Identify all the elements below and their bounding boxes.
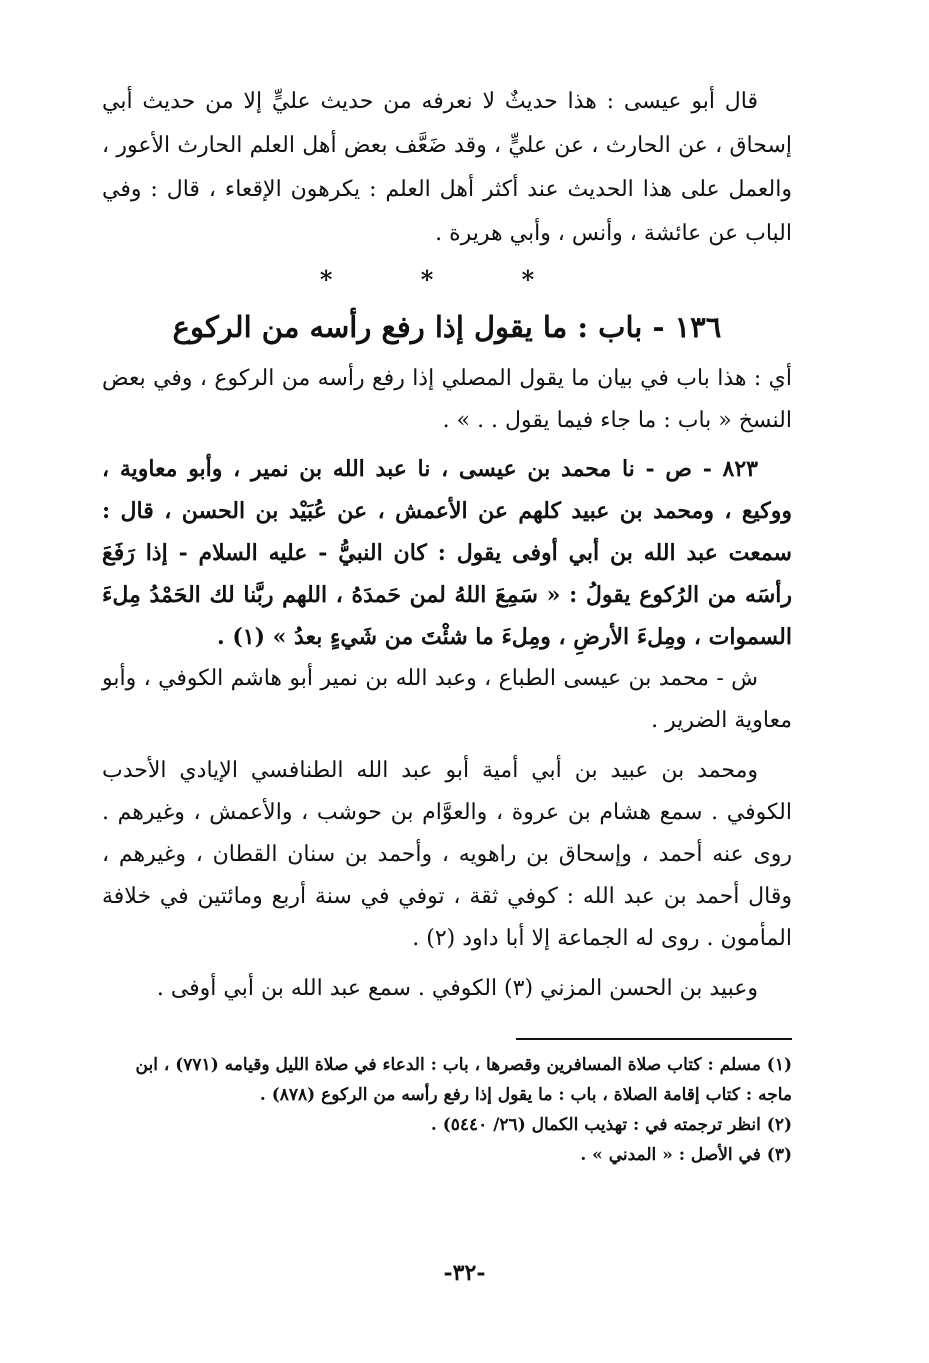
footnote-divider (516, 1038, 792, 1040)
section-separator: * * * (319, 265, 575, 294)
chapter-explanation: أي : هذا باب في بيان ما يقول المصلي إذا رفع رأسه من الركوع ، وفي بعض النسخ « باب : ما جاء فيما يقول . . » . (102, 366, 792, 433)
intro-paragraph: قال أبو عيسى : هذا حديثٌ لا نعرفه من حديث عليٍّ إلا من حديث أبي إسحاق ، عن الحارث ، عن عليٍّ ، وقد ضَعَّف بعض أهل العلم الحارث الأعور ، والعمل على هذا الحديث عند أكثر أهل العلم : يكرهون الإقعاء ، قال : وفي الباب عن عائشة ، وأنس ، وأبي هريرة . (102, 89, 792, 246)
footnotes (102, 1050, 792, 1170)
hadith-text: ٨٢٣ - ص - نا محمد بن عيسى ، نا عبد الله بن نمير ، وأبو معاوية ، ووكيع ، ومحمد بن عبيد كلهم عن الأعمش ، عن عُبَيْد بن الحسن ، قال : سمعت عبد الله بن أبي أوفى يقول : كان النبيُّ - عليه السلام - إذا رَفَعَ رأسَه من الرُكوع يقولُ : « سَمِعَ اللهُ لمن حَمدَهُ ، اللهم ربَّنا لك الحَمْدُ مِلءَ السموات ، ومِلءَ الأرضِ ، ومِلءَ ما شئْتَ من شَيءٍ بعدُ » (١) . (102, 456, 792, 650)
footnote-3: (٣) في الأصل : « المدني » . (580, 1145, 792, 1165)
footnote-1: (١) مسلم : كتاب صلاة المسافرين وقصرها ، باب : الدعاء في صلاة الليل وقيامه (٧٧١) ، ابن ماجه : كتاب إقامة الصلاة ، باب : ما يقول إذا رفع رأسه من الركوع (٨٧٨) . (135, 1055, 792, 1105)
chapter-title: ١٣٦ - باب : ما يقول إذا رفع رأسه من الركوع (172, 310, 722, 344)
document-page (102, 80, 792, 1300)
page-number: -٣٢- (443, 1260, 486, 1286)
commentary-paragraph-2: ومحمد بن عبيد بن أبي أمية أبو عبد الله الطنافسي الإيادي الأحدب الكوفي . سمع هشام بن عروة ، والعوَّام بن حوشب ، والأعمش ، وغيرهم . روى عنه أحمد ، وإسحاق بن راهويه ، وأحمد بن سنان القطان ، وغيرهم ، وقال أحمد بن عبد الله : كوفي ثقة ، توفي في سنة أربع ومائتين في خلافة المأمون . روى له الجماعة إلا أبا داود (٢) . (102, 758, 792, 951)
commentary-paragraph-3: وعبيد بن الحسن المزني (٣) الكوفي . سمع عبد الله بن أبي أوفى . (156, 976, 758, 1001)
commentary-paragraph-1: ش - محمد بن عيسى الطباع ، وعبد الله بن نمير أبو هاشم الكوفي ، وأبو معاوية الضرير . (102, 666, 792, 733)
footnote-2: (٢) انظر ترجمته في : تهذيب الكمال (٢٦/ ٥٤٤٠) . (430, 1115, 792, 1135)
